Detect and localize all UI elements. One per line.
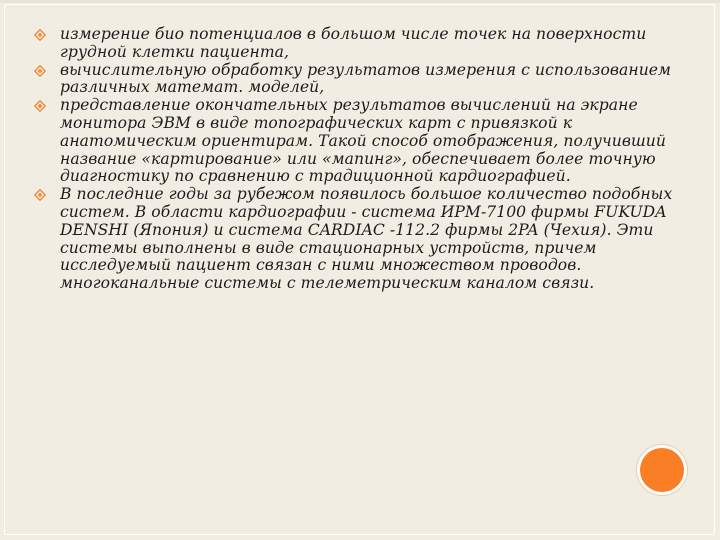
bullet-item-2: [34, 62, 684, 98]
bullet-item-3: [34, 97, 684, 186]
bullet-text-2: вычислительную обработку результатов измерения с использованием различных математ. моделей,: [60, 60, 672, 97]
diamond-bullet-icon: [34, 29, 46, 41]
slide-top-edge: [0, 0, 720, 3]
orange-circle-decoration: [640, 448, 684, 492]
bullet-item-1: [34, 26, 684, 62]
bullet-text-3: представление окончательных результатов вычислений на экране монитора ЭВМ в виде топографических карт с привязкой к анатомическим ориентирам. Такой способ отображения, получивший название «картирование» или «мапинг», обеспечивает более точную диагностику по сравнению с традиционной кардиографией.: [60, 96, 666, 186]
diamond-bullet-icon: [34, 65, 46, 77]
diamond-bullet-icon: [34, 100, 46, 112]
bullet-text-1: измерение био потенциалов в большом числе точек на поверхности грудной клетки пациента,: [60, 25, 647, 61]
diamond-bullet-icon: [34, 189, 46, 201]
bullet-text-4: В последние годы за рубежом появилось большое количество подобных систем. В области кардиографии - система ИРМ-7100 фирмы FUKUDA DENSHI (Япония) и система CARDIAC -112.2 фирмы 2PA (Чехия). Эти системы выполнены в виде стационарных устройств, причем исследуемый пациент связан с ними множеством проводов. многоканальные системы с телеметрическим каналом связи.: [60, 185, 673, 293]
bullet-item-4: [34, 186, 684, 293]
bullet-list: [34, 26, 684, 293]
